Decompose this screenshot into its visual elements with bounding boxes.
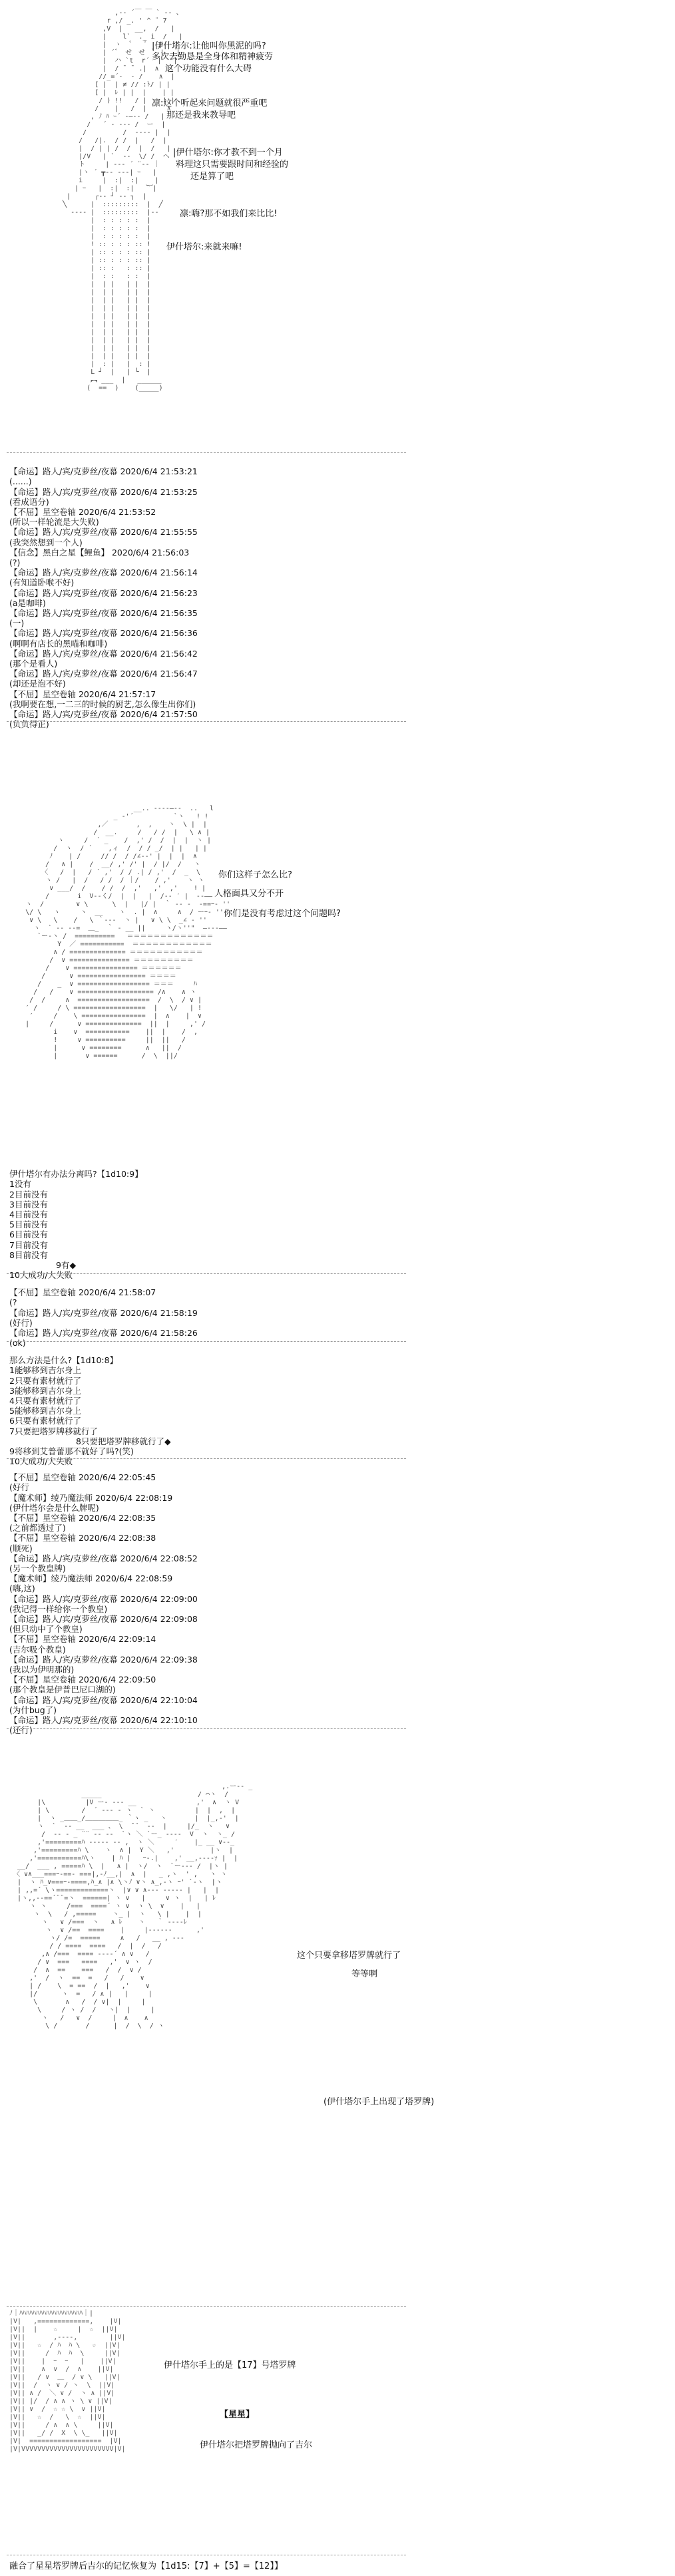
log-entry: (? [9,1297,17,1308]
roll-option: 2目前没有 [9,1189,48,1200]
roll-option: 10大成功/大失败 [9,1270,73,1281]
log-entry: 【不屈】星空卷轴 2020/6/4 22:08:38 [9,1533,156,1543]
dice-roll-2 [9,1345,171,1477]
roll-option: 8只要把塔罗牌移就行了◆ [76,1436,171,1446]
roll-option: 5目前没有 [9,1219,48,1230]
log-entry: (还行) [9,1725,33,1736]
log-entry: (我啊要在想,一二三的时候的厨艺,怎么像生出你们) [9,699,196,709]
log-entry: 【魔术师】绫乃魔法师 2020/6/4 22:08:19 [9,1492,173,1503]
log-entry: (有知道卧喉不好) [9,577,75,588]
roll-option: 10大成功/大失败 [9,1456,73,1467]
roll-option: 6目前没有 [9,1229,48,1240]
log-entry: 【命运】路人/宾/克萝丝/夜幕 2020/6/4 21:57:50 [9,709,198,720]
section-divider [7,1728,406,1729]
log-entry: (好行) [9,1317,33,1328]
log-entry: (之前都透过了) [9,1523,66,1533]
log-entry: (为什bug了) [9,1704,57,1715]
log-entry: 【命运】路人/宾/克萝丝/夜幕 2020/6/4 21:56:23 [9,587,198,598]
log-entry: (伊什塔尔会是什么牌呢) [9,1502,99,1513]
log-entry: 【命运】路人/宾/克萝丝/夜幕 2020/6/4 21:56:35 [9,608,198,619]
dialog-line: 你们是没有考虑过这个问题吗? [224,909,341,919]
log-entry: (a是咖啡) [9,597,46,608]
log-entry: 【命运】路人/宾/克萝丝/夜幕 2020/6/4 21:56:14 [9,567,198,578]
roll-option: 7只要把塔罗牌移就行了 [9,1426,98,1436]
log-entry: (却还是泡不好) [9,679,66,689]
log-entry: (吉尔吸个教皇) [9,1644,66,1655]
dialog-line: 那还是我来教导吧 [166,110,236,120]
roll-option: 4目前没有 [9,1209,48,1220]
roll-option: 3能够移到吉尔身上 [9,1385,81,1396]
chat-log-3 [9,1462,198,1746]
log-entry: 【命运】路人/宾/克萝丝/夜幕 2020/6/4 21:55:55 [9,527,198,538]
log-entry: 【命运】路人/宾/克萝丝/夜幕 2020/6/4 21:58:26 [9,1328,198,1339]
section-divider [7,2306,406,2307]
log-entry: (另一个教皇牌) [9,1563,66,1574]
dialog-line: 伊什塔尔:来就来嘛! [166,242,242,252]
log-entry: 【命运】路人/宾/克萝丝/夜幕 2020/6/4 21:56:42 [9,648,198,659]
roll-option: 8目前没有 [9,1249,48,1260]
log-entry: 【不屈】星空卷轴 2020/6/4 21:58:07 [9,1287,156,1298]
card-name: 【星星】 [220,2410,255,2420]
log-entry: (顺死) [9,1543,33,1553]
roll-option: 1能够移到吉尔身上 [9,1365,81,1376]
roll-option: 2只要有素材就行了 [9,1375,81,1386]
log-entry: (但只动中了个教皇) [9,1624,83,1635]
roll-title: 伊什塔尔有办法分离吗?【1d10:9】 [9,1169,143,1180]
roll-option: 6只要有素材就行了 [9,1416,81,1426]
log-entry: 【命运】路人/宾/克萝丝/夜幕 2020/6/4 22:10:04 [9,1694,198,1705]
dialog-line: 还是算了吧 [190,172,234,182]
log-entry: 【命运】路人/宾/克萝丝/夜幕 2020/6/4 21:53:25 [9,486,198,497]
log-entry: 【命运】路人/宾/克萝丝/夜幕 2020/6/4 22:09:00 [9,1593,198,1604]
ascii-art-ishtar-tarot: ,.ー‐- _ _____ / ⌒ヽ / |\ |V ー‐ ‐‐- __ ,' ∧ ヽ V | \ / ´ ‐-- ‐ ヽ ` ヽ | | , | | ヽ _＿＿_/＿＿＿＿＿_ ｀ヽ _ ヽ | |_,-' | ヽ ` ‐- __ ___ 、 \ ̄ ¨ ‐- | |/_ ヽ ∨ / ‐‐ ‐ _ ¨¨ ‐‐ ‐‐ `ヽ ＼ `ー_ ‐‐-- V ヽ ヽ_ / ,'=========ﾊ ‐‐‐‐‐ ‐‐ , ヽ ＼ ′ |_ __ ∨--_ ,'=========ﾊ \ ヽ ∧ | Y ＼ ,' |ヽ | ,'===========ﾊ\ヽ | ﾊ | ｰ-.| ,' __,-‐‐-ｧ | | __/ ___ , =====ﾊ \ | ∧ | ヽ/ ヽ `ー-‐‐ / |ヽ | 〈 ∨∧___===ｰ-==- ===|,-ﾉ__,| ∧ | _ ,ヽ ' , ヽ ヽ | ヽ ﾊ_∨===ｰ-====,ﾊ_∧ |∧ \ヽﾉ ∨ヽ ∧_,-ヽ ｰ' `-ヽ |ヽ | ,,=´ \ヽ=============ヽ |∨ ∨ ∧‐-‐ -‐‐-‐ | | | |ヽ,,‐-==´¨¨=ヽ ======| ヽ ∨ | ∨ ヽ | | ﾚ ヽ ヽ /=== ====´ ヽ ∨ ヽ \ ∨ | | ヽ \ / ,===== ヽ_ | ヽ \ | | | ヽ ∨ /=== ヽ ∧ ﾚ ヽ ｀ ‐‐--ﾚ ヽ ∨ /== ==== | |‐--‐-‐ ,' ヽ/ /= ===== ∧ / __ , -‐‐ / / ==== ==== / | / / ,∧ /=== ==== ---‐´ ∧ ∨ / / ∨ === ==== ,' ∨ ヽ / / ∧ == === / / ∨ / ,' / ヽ == = / / ∨ | / \ = == / | ,' ∨ |/ ヽ = / ∧ | | | \ ∧ / / ∨| | | \ / ヽ / / ヽ| | | ヽ / ∨ / | ∧ ∧ \ / / | / \ / ヽ [13,1783,253,2030]
section-divider [7,452,406,453]
log-entry: (?) [9,558,21,568]
log-entry: 【命运】路人/宾/克萝丝/夜幕 2020/6/4 21:53:21 [9,466,198,477]
roll-option: 4只要有素材就行了 [9,1396,81,1406]
section-divider [7,1458,406,1459]
log-entry: (......) [9,476,32,487]
log-entry: 【不屈】星空卷轴 2020/6/4 22:08:35 [9,1513,156,1524]
log-entry: 【不屈】星空卷轴 2020/6/4 21:57:17 [9,689,156,699]
dialog-line: 等等啊 [351,1969,378,1979]
dialog-line: |伊什塔尔:你才教不到一个月 [173,148,283,158]
dialog-line: 人格面具又分不开 [214,889,284,899]
dialog-line: 多次去勤恳是全身体和精神疲劳 [152,52,274,62]
log-entry: 【不屈】星空卷轴 2020/6/4 22:05:45 [9,1472,156,1483]
roll-option: 7目前没有 [9,1239,48,1250]
log-entry: 【命运】路人/宾/克萝丝/夜幕 2020/6/4 22:09:38 [9,1654,198,1665]
dialog-line: (伊什塔尔手上出现了塔罗牌) [324,2097,435,2107]
log-entry: 【不屈】星空卷轴 2020/6/4 21:53:52 [9,507,156,518]
ascii-art-two-figures: __.. -‐‐‐―‐- .. l _ -'´ `ヽ ! ! ,／ , , ヽ \ | | / __. / / / | \ ∧ | ヽ / ´ _ / ,' / / | | ヽ | / ヽ / ´ ,ィ / / / _/ | | | | ﾉ | / // / / /∠-‐' | | | ∧ / ∧ | / __/ ,' /' | / |/ / ヽ 〈 / | / ´ ,' / / .| / ,' / _ \ ヽ / | / / / / ｜/ / ,' ヽ ヽ ∨ ___/ / / / / ,' ,' ,' ! | / i V--く/ | | | /-‐ ′ | ‐‐―― ヽ / ∨ \ \ | |/ | ｀ ‐- - -==ｰ‐ '' \/ \ ヽ ヽ __ ヽ . | ∧ ∧ / ーｰ‐ '' ∨ \ \ / \ ｀‐-- ヽ | ∨ \ \ _∠ ‐ '' ヽ ` -‐ ‐-= ＿_ ｀ ‐ __ || ヽ/ヽ''" ―‐‐‐―― `ー‐ヽ / ========== ＝＝＝＝＝＝＝＝＝＝＝＝＝ Y ／ =========== ＝＝＝＝＝＝＝＝＝＝＝＝ ∧ / ============== ＝＝＝＝＝＝＝＝＝＝＝ / ∨ =============== ＝＝＝＝＝＝＝＝＝ / ∨ ================ ＝＝＝＝＝＝ / ∨ ================= ＝＝＝＝ / _ ∨ ================== ＝＝＝ ﾊ / / ∨ =================== /∧ ∧ ヽ / / ∧ ================== / \ / ∨ | ′ / / \ ================== | \/ | ! ′ / \ ================ | ∧ | ∨ | / ∨ ============== || | ,' / i ∨ =========== || | / , ! ∨ ========== || || / | ∨ ======== ∧ || / | ∨ ====== / \ ||/ [25,805,231,1060]
card-caption: 伊什塔尔把塔罗牌抛向了吉尔 [200,2440,313,2450]
log-entry: (嗨,这) [9,1583,35,1594]
roll-option: 9有◆ [56,1260,77,1271]
ascii-art-rin-figure: ,-‐ ´￣ ￣ ` ‐- 、 r ,/ _. ' ^ ¨ 7 ,V | __, / | | l` ._ i / | | ヽ ゜ ゜ | | | ´゛ せ せ ｀ | | | ハ `t r´ | | | / ¯ ¯ .| ∧ | //_=´- ‐ / ∧ | [ | | ≠ // :ﾄ/ | | [ | ﾚ | | | | | / ) !! / | | | / | / | ∧ , ﾉ ﾊ ｰ´ -―‐‐ / | / ´ ‐ ‐-- / ー | / / -‐‐‐ | | / /|. / / | / | | / | | / / | / | |/V | ` ‐- \/ / ヘ ト | ‐-- ´ ¨‐- ｜ |ヽ ´ ┳‐‐ ‐‐‐| ｰ | i | :| :| | | ｰ | :| :| ︸| | ┌‐‐ ┘ ‐‐ ┐ | ╲ | ::::::::: | ╱ ‐‐‐‐ | ::::::::: |‐‐ | : : : : : | | : : : : : | | : : : : : | ! :: : : : :: ! | :: : : : :: | | :: : : : :: | | :: : : :: | | : : : : | | | | | | | | | | | | | | | | | | | | | | | | | | | | | | | | | | | | | | | | | | | | | | | | | | | | | | | | | | | | | | : | | : | L ┘ | | └ | ︻ ___ | ______ ( == ) (_____) [63,9,183,392]
log-entry: (那个教皇是伊普巴尼口湖的) [9,1685,116,1695]
section-divider [7,721,406,722]
dialog-line: 这个只要拿移塔罗牌就行了 [297,1951,401,1961]
log-entry: 【不屈】星空卷轴 2020/6/4 22:09:14 [9,1634,156,1645]
log-entry: (我以为伊明那的) [9,1665,75,1675]
log-entry: (我记得一样给你一个教皇) [9,1603,108,1614]
dialog-line: |伊什塔尔:让他叫你黑泥的吗? [152,41,266,51]
roll-option: 9将移到艾普蕾那不就好了吗?(笑) [9,1446,134,1457]
roll-title: 那么方法是什么?【1d10:8】 [9,1355,118,1366]
log-entry: 【不屈】星空卷轴 2020/6/4 22:09:50 [9,1675,156,1685]
footer-note: 融合了星星塔罗牌后吉尔的记忆恢复为【1d15:【7】+【5】=【12】】 [9,2561,283,2571]
scene-1 [0,0,675,452]
log-entry: (所以一样轮流是大失败) [9,517,99,528]
roll-option: 3目前没有 [9,1199,48,1209]
log-entry: (一) [9,618,25,629]
log-entry: (那个是看人) [9,659,58,669]
log-entry: (啊啊有店长的黑喵和咖啡) [9,638,108,649]
card-caption: 伊什塔尔手上的是【17】号塔罗牌 [164,2360,296,2370]
log-entry: (好行 [9,1482,29,1493]
log-entry: 【命运】路人/宾/克萝丝/夜幕 2020/6/4 22:10:10 [9,1715,198,1726]
log-entry: (我突然想到一个人) [9,537,83,548]
log-entry: 【命运】路人/宾/克萝丝/夜幕 2020/6/4 21:56:47 [9,669,198,679]
dialog-line: 这个功能没有什么大碍 [165,64,252,74]
log-entry: 【命运】路人/宾/克萝丝/夜幕 2020/6/4 21:58:19 [9,1307,198,1318]
log-entry: (负负得正) [9,719,49,730]
scene-3 [0,1732,675,2185]
log-entry: (ok) [9,1338,26,1349]
dialog-line: 凛:嗨?那不如我们来比比! [180,209,278,219]
scene-2 [0,725,675,1211]
tarot-card-section [0,2310,675,2549]
log-entry: 【命运】路人/宾/克萝丝/夜幕 2020/6/4 22:09:08 [9,1614,198,1625]
ascii-art-star-tarot-card: ﾉ｜ﾊﾊﾊﾊﾊﾊﾊﾊﾊﾊﾊﾊﾊﾊﾊﾊﾊﾊﾊ｜| |V| ,=============, |V| |V|| | ☆ | ☆ ||V| |V|| ,-‐‐-, ||V| |V|| ☆ / ﾊ ﾊ \ ☆ ||V| |V|| / ﾊ ﾊ \ ||V| |V|| | ｰ ｰ | ||V| |V|| ∧ ∨ / ∧ ||V| |V|| / ∨ ＿ / ∨ \ ||V| |V|| / ヽ ∨ / ヽ \ ||V| |V|| ∧ / ＼ ∨ / ヽ ∧ ||V| |V|| |/ / ∧ ∧ ヽ \ ∨ ||V| |V|| ∨ / ☆ ☆ \ ∨ ||V| |V|| ☆ / \ ☆ ||V| |V|| / ∧ ∧ \ ||V| |V|| _/ / X \ \_ ||V| |V| ================== |V| |V|VVVVVVVVVVVVVVVVVVVVVVV|V| [9,2310,126,2453]
log-entry: 【信念】黑白之星【鲤鱼】 2020/6/4 21:56:03 [9,547,190,558]
chat-log-1 [9,456,198,740]
roll-option: 5能够移到吉尔身上 [9,1406,81,1416]
dialog-line: 凛:这个听起来问题就很严重吧 [152,98,268,108]
roll-option: 1没有 [9,1179,31,1190]
section-divider [7,1341,406,1342]
log-entry: (看成语分) [9,496,49,507]
log-entry: 【魔术师】绫乃魔法师 2020/6/4 22:08:59 [9,1573,173,1584]
section-divider [7,1273,406,1274]
log-entry: 【命运】路人/宾/克萝丝/夜幕 2020/6/4 22:08:52 [9,1553,198,1563]
dialog-line: 你们这样子怎么比? [218,870,292,880]
dice-roll-1 [9,1159,143,1291]
dialog-line: 料理这只需要跟时间和经验的 [176,160,289,170]
log-entry: 【命运】路人/宾/克萝丝/夜幕 2020/6/4 21:56:36 [9,628,198,639]
